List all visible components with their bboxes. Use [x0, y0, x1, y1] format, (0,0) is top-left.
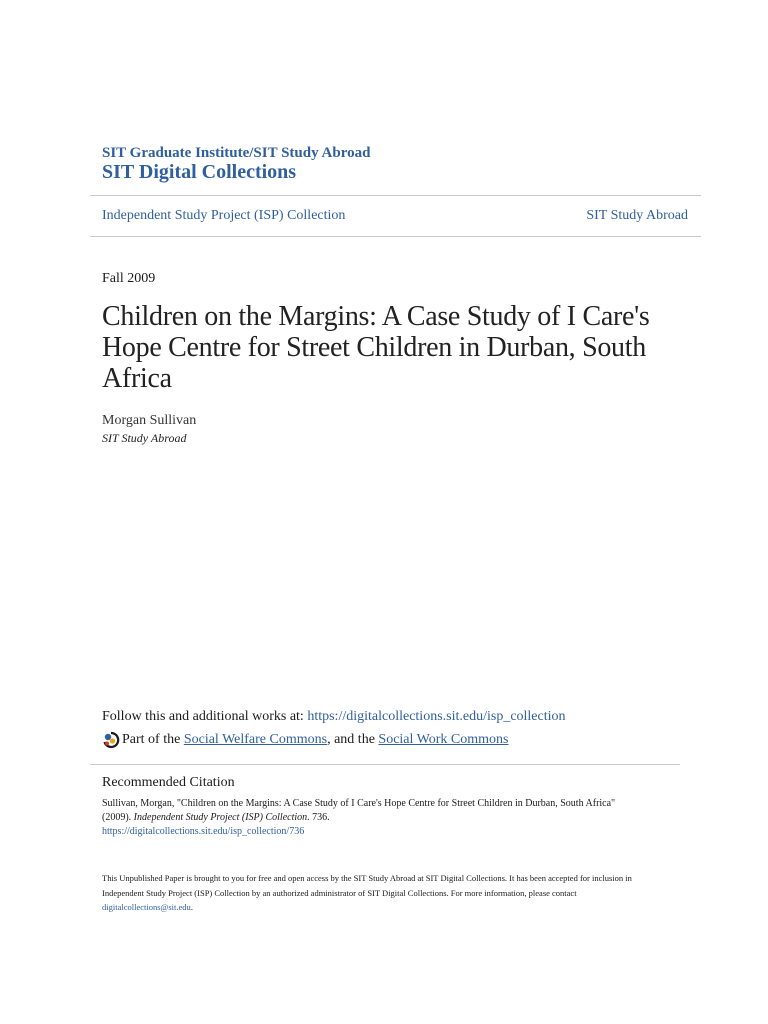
citation-year: (2009). [102, 812, 134, 823]
citation-line-1: Sullivan, Morgan, "Children on the Margins: A Case Study of I Care's Hope Centre for Street Children in Durban, South Africa" [102, 798, 616, 809]
citation-heading: Recommended Citation [102, 775, 235, 790]
author-affiliation: SIT Study Abroad [102, 431, 187, 445]
author-name: Morgan Sullivan [102, 413, 197, 428]
social-work-commons-link[interactable]: Social Work Commons [378, 732, 509, 747]
citation-collection: Independent Study Project (ISP) Collection [133, 812, 308, 823]
part-of-line [102, 731, 508, 749]
access-notice-text: This Unpublished Paper is brought to you for free and open access by the SIT Study Abroad at SIT Digital Collections. It has been accepted for inclusion in Independent Study Project (ISP) Collection by an authorized administrator of SIT Digital Collections. For more information, please contact [102, 873, 632, 898]
repository-name[interactable]: SIT Digital Collections [102, 161, 297, 183]
collection-link[interactable]: Independent Study Project (ISP) Collection [102, 208, 346, 223]
bepress-commons-icon [102, 731, 120, 749]
header-divider-top [90, 195, 701, 196]
social-welfare-commons-link[interactable]: Social Welfare Commons [183, 732, 328, 747]
institute-name: SIT Graduate Institute/SIT Study Abroad [102, 145, 371, 161]
follow-prefix: Follow this and additional works at: [102, 709, 308, 724]
part-of-prefix: Part of the [122, 732, 181, 747]
follow-url-link[interactable]: https://digitalcollections.sit.edu/isp_collection [307, 709, 566, 724]
contact-email-link[interactable]: digitalcollections@sit.edu [102, 902, 191, 912]
paper-title: Children on the Margins: A Case Study of I Care's Hope Centre for Street Children in Durban, South Africa [102, 301, 650, 394]
part-of-middle: , and the [327, 732, 379, 747]
citation-url-link[interactable]: https://digitalcollections.sit.edu/isp_collection/736 [102, 826, 305, 837]
citation-block [102, 797, 662, 839]
citation-line-2 [102, 811, 662, 825]
follow-line [102, 709, 566, 725]
header-divider-bottom [90, 236, 701, 237]
citation-number: . 736. [307, 812, 330, 823]
access-notice-suffix: . [190, 902, 193, 912]
citation-divider [90, 764, 680, 765]
access-notice [102, 871, 662, 915]
publication-date: Fall 2009 [102, 271, 156, 286]
program-link[interactable]: SIT Study Abroad [586, 208, 688, 223]
